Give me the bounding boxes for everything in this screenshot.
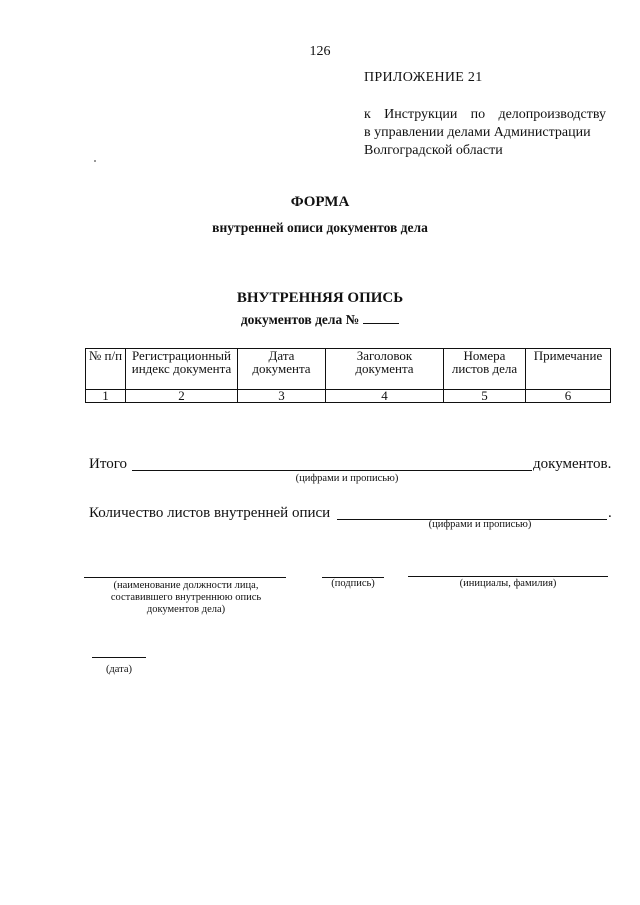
form-subtitle: внутренней описи документов дела	[212, 220, 428, 235]
table-row	[86, 390, 611, 403]
header-reg-index: Регистрационный индекс документа	[126, 349, 238, 390]
header-notes: Примечание	[526, 349, 611, 390]
column-number-6: 6	[526, 390, 611, 403]
signature-blank[interactable]	[322, 567, 384, 578]
page-number: 126	[309, 44, 331, 59]
signature-hint: (подпись)	[331, 578, 375, 589]
header-date: Дата документа	[238, 349, 326, 390]
position-blank[interactable]	[84, 567, 286, 578]
name-hint: (инициалы, фамилия)	[459, 578, 557, 589]
sheets-blank[interactable]	[337, 505, 607, 520]
document-subtitle	[0, 310, 640, 328]
appendix-line-3: Волгоградской области	[364, 143, 503, 158]
appendix-line-2: в управлении делами Администрации	[364, 125, 591, 140]
form-title: ФОРМА	[290, 194, 350, 210]
column-number-2: 2	[126, 390, 238, 403]
table-header-row	[86, 349, 611, 390]
header-sheet-numbers: Номера листов дела	[444, 349, 526, 390]
sheets-label: Количество листов внутренней описи	[89, 505, 331, 521]
total-hint: (цифрами и прописью)	[295, 473, 399, 484]
appendix-title: ПРИЛОЖЕНИЕ 21	[364, 70, 483, 85]
column-number-5: 5	[444, 390, 526, 403]
name-blank[interactable]	[408, 566, 608, 577]
document-subtitle-text: документов дела №	[240, 312, 360, 327]
header-heading: Заголовок документа	[326, 349, 444, 390]
column-number-3: 3	[238, 390, 326, 403]
total-label: Итого	[89, 456, 127, 472]
case-number-blank[interactable]	[363, 310, 399, 324]
total-suffix: документов.	[533, 456, 612, 472]
appendix-line-1: к Инструкции по делопроизводству	[364, 107, 606, 122]
document-title: ВНУТРЕННЯЯ ОПИСЬ	[236, 290, 404, 306]
date-blank[interactable]	[92, 647, 146, 658]
scan-speck	[94, 160, 96, 162]
date-hint: (дата)	[105, 664, 133, 675]
column-number-1: 1	[86, 390, 126, 403]
column-number-4: 4	[326, 390, 444, 403]
header-number: № п/п	[86, 349, 126, 390]
sheets-suffix: .	[608, 505, 612, 521]
total-blank[interactable]	[132, 456, 532, 471]
position-hint: (наименование должности лица, составившего внутреннюю опись документов дела)	[110, 580, 262, 615]
inventory-table	[85, 348, 611, 403]
sheets-hint: (цифрами и прописью)	[428, 519, 532, 530]
